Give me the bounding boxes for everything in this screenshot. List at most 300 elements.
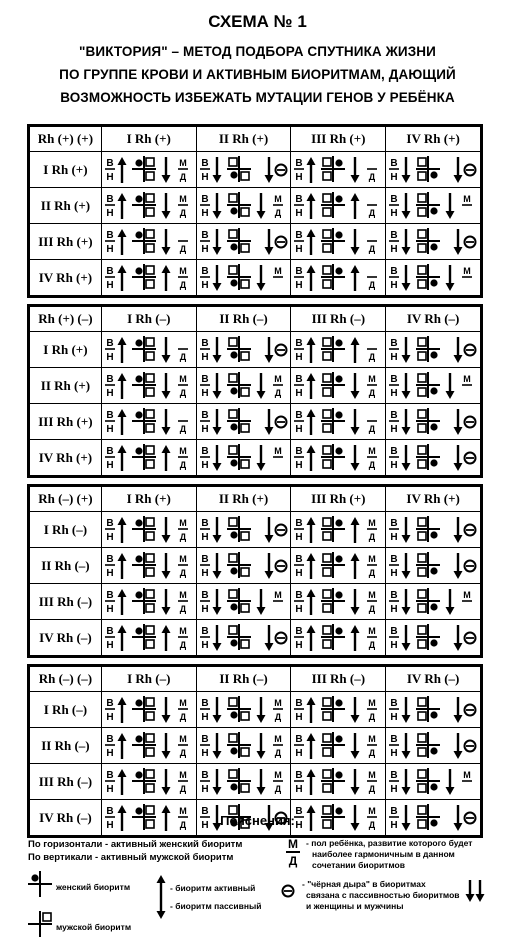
d-letter: Д bbox=[369, 748, 376, 758]
v-letter: В bbox=[390, 626, 398, 637]
cell-diagram bbox=[197, 260, 291, 295]
child-gender-mark bbox=[178, 158, 188, 182]
n-letter: Н bbox=[390, 424, 398, 435]
column-header: IV Rh (+) bbox=[385, 127, 480, 151]
child-gender-mark bbox=[273, 770, 283, 794]
compatibility-grid bbox=[27, 124, 483, 838]
d-letter: Д bbox=[179, 388, 187, 398]
biorhythm-glyph-b bbox=[227, 192, 251, 218]
arrow-down-icon bbox=[454, 445, 463, 471]
v-letter: В bbox=[201, 518, 209, 529]
v-letter: В bbox=[201, 590, 209, 601]
vn-fraction bbox=[389, 590, 399, 615]
vn-fraction bbox=[200, 374, 210, 399]
cell-diagram bbox=[102, 188, 196, 223]
n-letter: Н bbox=[295, 784, 304, 795]
biorhythm-glyph-a bbox=[132, 732, 156, 758]
v-letter: В bbox=[390, 806, 398, 817]
v-letter: В bbox=[390, 158, 398, 169]
n-letter: Н bbox=[390, 460, 398, 471]
child-gender-mark bbox=[367, 770, 377, 794]
black-hole-icon bbox=[465, 741, 476, 752]
d-letter: Д bbox=[179, 820, 187, 830]
row-label: II Rh (+) bbox=[40, 377, 91, 393]
cell-diagram bbox=[102, 404, 196, 439]
n-letter: Н bbox=[201, 172, 209, 183]
cell-diagram bbox=[102, 368, 196, 403]
d-letter: Д bbox=[369, 244, 376, 254]
child-gender-mark bbox=[178, 421, 188, 434]
legend-black-hole-3: и женщины и мужчины bbox=[306, 901, 404, 911]
child-gender-mark bbox=[273, 698, 283, 722]
arrow-up-icon bbox=[351, 517, 360, 543]
d-letter: Д bbox=[369, 568, 376, 578]
row-label: I Rh (–) bbox=[43, 701, 88, 717]
arrow-up-icon bbox=[117, 697, 126, 723]
black-hole-icon bbox=[465, 453, 476, 464]
n-letter: Н bbox=[201, 244, 209, 255]
arrow-down-icon bbox=[402, 445, 411, 471]
row-label: III Rh (–) bbox=[38, 773, 93, 789]
subtitle-line-3: ВОЗМОЖНОСТЬ ИЗБЕЖАТЬ МУТАЦИИ ГЕНОВ У РЕБЁНКА bbox=[60, 90, 455, 105]
child-gender-mark bbox=[367, 241, 377, 254]
n-letter: Н bbox=[201, 712, 209, 723]
cell-diagram bbox=[291, 440, 385, 475]
arrow-down-icon bbox=[161, 409, 170, 435]
table-cell bbox=[385, 404, 480, 439]
v-letter: В bbox=[390, 338, 398, 349]
arrow-down-icon bbox=[402, 337, 411, 363]
table-cell bbox=[290, 404, 385, 439]
n-letter: Н bbox=[295, 820, 304, 831]
row-label: I Rh (+) bbox=[43, 341, 88, 357]
arrow-down-icon bbox=[476, 880, 485, 902]
biorhythm-glyph-a bbox=[132, 768, 156, 794]
arrow-up-icon bbox=[117, 769, 126, 795]
vn-fraction bbox=[105, 590, 115, 615]
table-cell bbox=[196, 692, 291, 727]
arrow-down-icon bbox=[212, 229, 221, 255]
vn-fraction bbox=[105, 770, 115, 795]
table-cell bbox=[101, 584, 196, 619]
n-letter: Н bbox=[106, 532, 114, 543]
child-gender-mark bbox=[367, 554, 377, 578]
biorhythm-glyph-c bbox=[321, 228, 345, 254]
table-cell bbox=[290, 224, 385, 259]
biorhythm-glyph-a bbox=[132, 624, 156, 650]
n-letter: Н bbox=[295, 388, 304, 399]
arrow-down-icon bbox=[402, 373, 411, 399]
vn-fraction bbox=[105, 230, 115, 255]
biorhythm-glyph-b bbox=[227, 444, 251, 470]
m-letter: М bbox=[179, 518, 187, 528]
table-cell bbox=[385, 548, 480, 583]
legend-gender-fraction bbox=[286, 837, 300, 868]
vn-fraction bbox=[105, 698, 115, 723]
v-letter: В bbox=[106, 518, 114, 529]
child-gender-mark bbox=[178, 770, 188, 794]
n-letter: Н bbox=[295, 424, 304, 435]
n-letter: Н bbox=[201, 604, 209, 615]
vn-fraction bbox=[200, 230, 210, 255]
child-gender-mark bbox=[273, 446, 283, 457]
vn-fraction bbox=[294, 230, 304, 255]
legend-female: женский биоритм bbox=[56, 882, 131, 892]
black-hole-icon bbox=[275, 633, 286, 644]
biorhythm-glyph-c bbox=[321, 696, 345, 722]
table-cell bbox=[101, 260, 196, 295]
table-cell bbox=[290, 368, 385, 403]
cell-diagram bbox=[102, 584, 196, 619]
row-label: IV Rh (–) bbox=[39, 809, 92, 825]
vn-fraction bbox=[389, 410, 399, 435]
arrow-down-icon bbox=[454, 553, 463, 579]
arrow-down-icon bbox=[264, 553, 273, 579]
v-letter: В bbox=[106, 770, 114, 781]
corner-label: Rh (–) (+) bbox=[38, 491, 93, 506]
m-letter: М bbox=[368, 374, 377, 384]
biorhythm-glyph-c bbox=[321, 192, 345, 218]
arrow-down-icon bbox=[454, 625, 463, 651]
m-letter: М bbox=[273, 194, 282, 204]
child-gender-mark bbox=[178, 734, 188, 758]
arrow-up-icon bbox=[117, 553, 126, 579]
arrow-down-icon bbox=[402, 589, 411, 615]
biorhythm-glyph-c bbox=[321, 516, 345, 542]
table-cell bbox=[196, 620, 291, 655]
biorhythm-glyph-b bbox=[227, 228, 251, 254]
child-gender-mark bbox=[367, 698, 377, 722]
arrow-down-icon bbox=[402, 157, 411, 183]
cell-diagram bbox=[102, 224, 196, 259]
biorhythm-glyph-d bbox=[416, 696, 440, 722]
table-cell bbox=[290, 548, 385, 583]
arrow-up-icon bbox=[117, 625, 126, 651]
d-letter: Д bbox=[274, 748, 281, 758]
table-cell bbox=[385, 764, 480, 799]
vn-fraction bbox=[389, 554, 399, 579]
vn-fraction bbox=[200, 770, 210, 795]
cell-diagram bbox=[102, 548, 196, 583]
arrow-up-icon bbox=[117, 265, 126, 291]
vn-fraction bbox=[294, 626, 304, 651]
vn-fraction bbox=[200, 266, 210, 291]
v-letter: В bbox=[295, 734, 304, 745]
biorhythm-glyph-c bbox=[321, 336, 345, 362]
cell-diagram bbox=[102, 620, 196, 655]
v-letter: В bbox=[295, 374, 304, 385]
row-label: II Rh (–) bbox=[41, 557, 90, 573]
vn-fraction bbox=[200, 410, 210, 435]
table-block bbox=[27, 124, 483, 298]
vn-fraction bbox=[294, 374, 304, 399]
v-letter: В bbox=[201, 410, 209, 421]
table-row bbox=[30, 403, 480, 439]
cell-diagram bbox=[102, 332, 196, 367]
biorhythm-glyph-b bbox=[227, 552, 251, 578]
cell-diagram bbox=[386, 512, 480, 547]
child-gender-mark bbox=[367, 734, 377, 758]
m-letter: М bbox=[273, 374, 282, 384]
column-header: I Rh (–) bbox=[101, 667, 196, 691]
table-cell bbox=[196, 764, 291, 799]
d-letter: Д bbox=[179, 604, 187, 614]
vn-fraction bbox=[389, 230, 399, 255]
arrow-up-icon bbox=[117, 517, 126, 543]
arrow-down-icon bbox=[454, 337, 463, 363]
n-letter: Н bbox=[390, 748, 398, 759]
biorhythm-glyph-d bbox=[416, 768, 440, 794]
v-letter: В bbox=[106, 266, 114, 277]
v-letter: В bbox=[106, 626, 114, 637]
cell-diagram bbox=[197, 368, 291, 403]
child-gender-mark bbox=[178, 554, 188, 578]
n-letter: Н bbox=[295, 172, 304, 183]
d-letter: Д bbox=[179, 460, 187, 470]
arrow-down-icon bbox=[212, 625, 221, 651]
biorhythm-glyph-a bbox=[132, 228, 156, 254]
arrow-down-icon bbox=[446, 193, 455, 219]
n-letter: Н bbox=[201, 388, 209, 399]
child-gender-mark bbox=[178, 241, 188, 254]
child-gender-mark bbox=[273, 374, 283, 398]
cell-diagram bbox=[291, 188, 385, 223]
n-letter: Н bbox=[106, 460, 114, 471]
cell-diagram bbox=[386, 152, 480, 187]
d-letter: Д bbox=[179, 712, 187, 722]
n-letter: Н bbox=[201, 352, 209, 363]
table-cell bbox=[290, 728, 385, 763]
table-cell bbox=[385, 512, 480, 547]
table-block bbox=[27, 484, 483, 658]
biorhythm-glyph-b bbox=[227, 336, 251, 362]
m-letter: М bbox=[179, 374, 187, 384]
cell-diagram bbox=[291, 152, 385, 187]
biorhythm-glyph-b bbox=[227, 732, 251, 758]
d-letter: Д bbox=[369, 388, 376, 398]
row-label: I Rh (+) bbox=[43, 161, 88, 177]
arrow-down-icon bbox=[256, 769, 265, 795]
biorhythm-glyph-c bbox=[321, 732, 345, 758]
row-label: II Rh (+) bbox=[40, 197, 91, 213]
vn-fraction bbox=[105, 338, 115, 363]
vn-fraction bbox=[200, 626, 210, 651]
column-header: III Rh (–) bbox=[290, 307, 385, 331]
child-gender-mark bbox=[178, 266, 188, 290]
child-gender-mark bbox=[462, 266, 472, 277]
v-letter: В bbox=[201, 266, 209, 277]
m-letter: М bbox=[368, 590, 377, 600]
child-gender-mark bbox=[178, 518, 188, 542]
cell-diagram bbox=[197, 440, 291, 475]
black-hole-icon bbox=[275, 165, 286, 176]
cell-diagram bbox=[291, 332, 385, 367]
arrow-down-icon bbox=[402, 769, 411, 795]
biorhythm-glyph-c bbox=[321, 588, 345, 614]
arrow-down-icon bbox=[351, 157, 360, 183]
child-gender-mark bbox=[178, 446, 188, 470]
table-row bbox=[30, 727, 480, 763]
table-cell bbox=[290, 332, 385, 367]
v-letter: В bbox=[201, 626, 209, 637]
arrow-up-icon bbox=[307, 229, 316, 255]
vn-fraction bbox=[105, 374, 115, 399]
v-letter: В bbox=[390, 266, 398, 277]
biorhythm-glyph-d bbox=[416, 732, 440, 758]
vn-fraction bbox=[389, 698, 399, 723]
n-letter: Н bbox=[390, 244, 398, 255]
n-letter: Н bbox=[390, 712, 398, 723]
v-letter: В bbox=[201, 698, 209, 709]
table-cell bbox=[290, 260, 385, 295]
n-letter: Н bbox=[295, 532, 304, 543]
arrow-up-icon bbox=[351, 265, 360, 291]
vn-fraction bbox=[389, 338, 399, 363]
table-cell bbox=[196, 404, 291, 439]
d-letter: Д bbox=[369, 784, 376, 794]
child-gender-mark bbox=[178, 698, 188, 722]
n-letter: Н bbox=[390, 568, 398, 579]
arrow-down-icon bbox=[161, 517, 170, 543]
vn-fraction bbox=[105, 194, 115, 219]
table-cell bbox=[101, 692, 196, 727]
arrow-down-icon bbox=[466, 880, 475, 902]
child-gender-mark bbox=[462, 770, 472, 781]
n-letter: Н bbox=[390, 208, 398, 219]
n-letter: Н bbox=[106, 352, 114, 363]
cell-diagram bbox=[291, 620, 385, 655]
corner-label: Rh (+) (+) bbox=[37, 131, 94, 146]
v-letter: В bbox=[106, 590, 114, 601]
cell-diagram bbox=[386, 332, 480, 367]
table-cell bbox=[385, 224, 480, 259]
arrow-down-icon bbox=[161, 337, 170, 363]
legend-gender-line-1: - пол ребёнка, развитие которого будет bbox=[306, 838, 473, 848]
table-cell bbox=[290, 512, 385, 547]
table-cell bbox=[385, 692, 480, 727]
table-cell bbox=[101, 188, 196, 223]
column-header: IV Rh (–) bbox=[385, 667, 480, 691]
n-letter: Н bbox=[106, 172, 114, 183]
table-cell bbox=[385, 188, 480, 223]
cell-diagram bbox=[197, 224, 291, 259]
biorhythm-glyph-d bbox=[416, 336, 440, 362]
black-hole-icon bbox=[465, 525, 476, 536]
table-cell bbox=[196, 260, 291, 295]
vn-fraction bbox=[105, 158, 115, 183]
n-letter: Н bbox=[390, 280, 398, 291]
biorhythm-glyph-b bbox=[227, 768, 251, 794]
row-label: III Rh (+) bbox=[38, 233, 93, 249]
biorhythm-glyph-a bbox=[132, 444, 156, 470]
table-cell bbox=[290, 620, 385, 655]
biorhythm-glyph-c bbox=[321, 624, 345, 650]
cell-diagram bbox=[386, 188, 480, 223]
child-gender-mark bbox=[462, 374, 472, 385]
header-row bbox=[30, 307, 480, 331]
biorhythm-glyph-a bbox=[132, 372, 156, 398]
row-label: IV Rh (–) bbox=[39, 629, 92, 645]
arrow-down-icon bbox=[264, 409, 273, 435]
v-letter: В bbox=[106, 806, 114, 817]
table-row bbox=[30, 259, 480, 295]
n-letter: Н bbox=[106, 640, 114, 651]
table-cell bbox=[385, 620, 480, 655]
v-letter: В bbox=[201, 806, 209, 817]
cell-diagram bbox=[102, 152, 196, 187]
cell-diagram bbox=[102, 764, 196, 799]
child-gender-mark bbox=[367, 626, 377, 650]
male-biorhythm-icon bbox=[28, 911, 52, 937]
biorhythm-glyph-d bbox=[416, 408, 440, 434]
table-cell bbox=[101, 440, 196, 475]
vn-fraction bbox=[294, 554, 304, 579]
n-letter: Н bbox=[295, 208, 304, 219]
v-letter: В bbox=[390, 374, 398, 385]
v-letter: В bbox=[390, 446, 398, 457]
arrow-down-icon bbox=[212, 517, 221, 543]
d-letter: Д bbox=[179, 172, 187, 182]
black-hole-icon bbox=[275, 561, 286, 572]
column-header: II Rh (–) bbox=[196, 307, 291, 331]
corner-label: Rh (+) (–) bbox=[38, 311, 93, 326]
v-letter: В bbox=[390, 698, 398, 709]
biorhythm-glyph-c bbox=[321, 372, 345, 398]
legend-gender-line-3: сочетании биоритмов bbox=[312, 860, 405, 870]
arrow-up-icon bbox=[117, 733, 126, 759]
n-letter: Н bbox=[201, 784, 209, 795]
arrow-down-icon bbox=[402, 697, 411, 723]
table-row bbox=[30, 583, 480, 619]
arrow-down-icon bbox=[351, 229, 360, 255]
row-label: III Rh (–) bbox=[38, 593, 93, 609]
m-letter: М bbox=[179, 194, 187, 204]
child-gender-mark bbox=[367, 518, 377, 542]
d-letter: Д bbox=[288, 854, 298, 868]
d-letter: Д bbox=[179, 244, 187, 254]
biorhythm-glyph-d bbox=[416, 624, 440, 650]
biorhythm-glyph-b bbox=[227, 156, 251, 182]
row-label: IV Rh (+) bbox=[38, 449, 93, 465]
table-cell bbox=[290, 440, 385, 475]
arrow-up-icon bbox=[351, 193, 360, 219]
v-letter: В bbox=[106, 158, 114, 169]
cell-diagram bbox=[291, 512, 385, 547]
biorhythm-glyph-d bbox=[416, 516, 440, 542]
v-letter: В bbox=[295, 698, 304, 709]
arrow-down-icon bbox=[212, 769, 221, 795]
vn-fraction bbox=[200, 554, 210, 579]
arrow-down-icon bbox=[446, 769, 455, 795]
v-letter: В bbox=[295, 410, 304, 421]
arrow-down-icon bbox=[402, 553, 411, 579]
vn-fraction bbox=[389, 518, 399, 543]
arrow-up-icon bbox=[307, 445, 316, 471]
cell-diagram bbox=[386, 404, 480, 439]
m-letter: М bbox=[463, 590, 471, 600]
child-gender-mark bbox=[367, 349, 377, 362]
d-letter: Д bbox=[179, 532, 187, 542]
arrow-down-icon bbox=[264, 625, 273, 651]
v-letter: В bbox=[295, 194, 304, 205]
arrow-down-icon bbox=[161, 553, 170, 579]
n-letter: Н bbox=[295, 712, 304, 723]
vn-fraction bbox=[200, 698, 210, 723]
black-hole-icon bbox=[275, 237, 286, 248]
legend-symbols bbox=[0, 805, 515, 948]
n-letter: Н bbox=[390, 532, 398, 543]
n-letter: Н bbox=[295, 640, 304, 651]
